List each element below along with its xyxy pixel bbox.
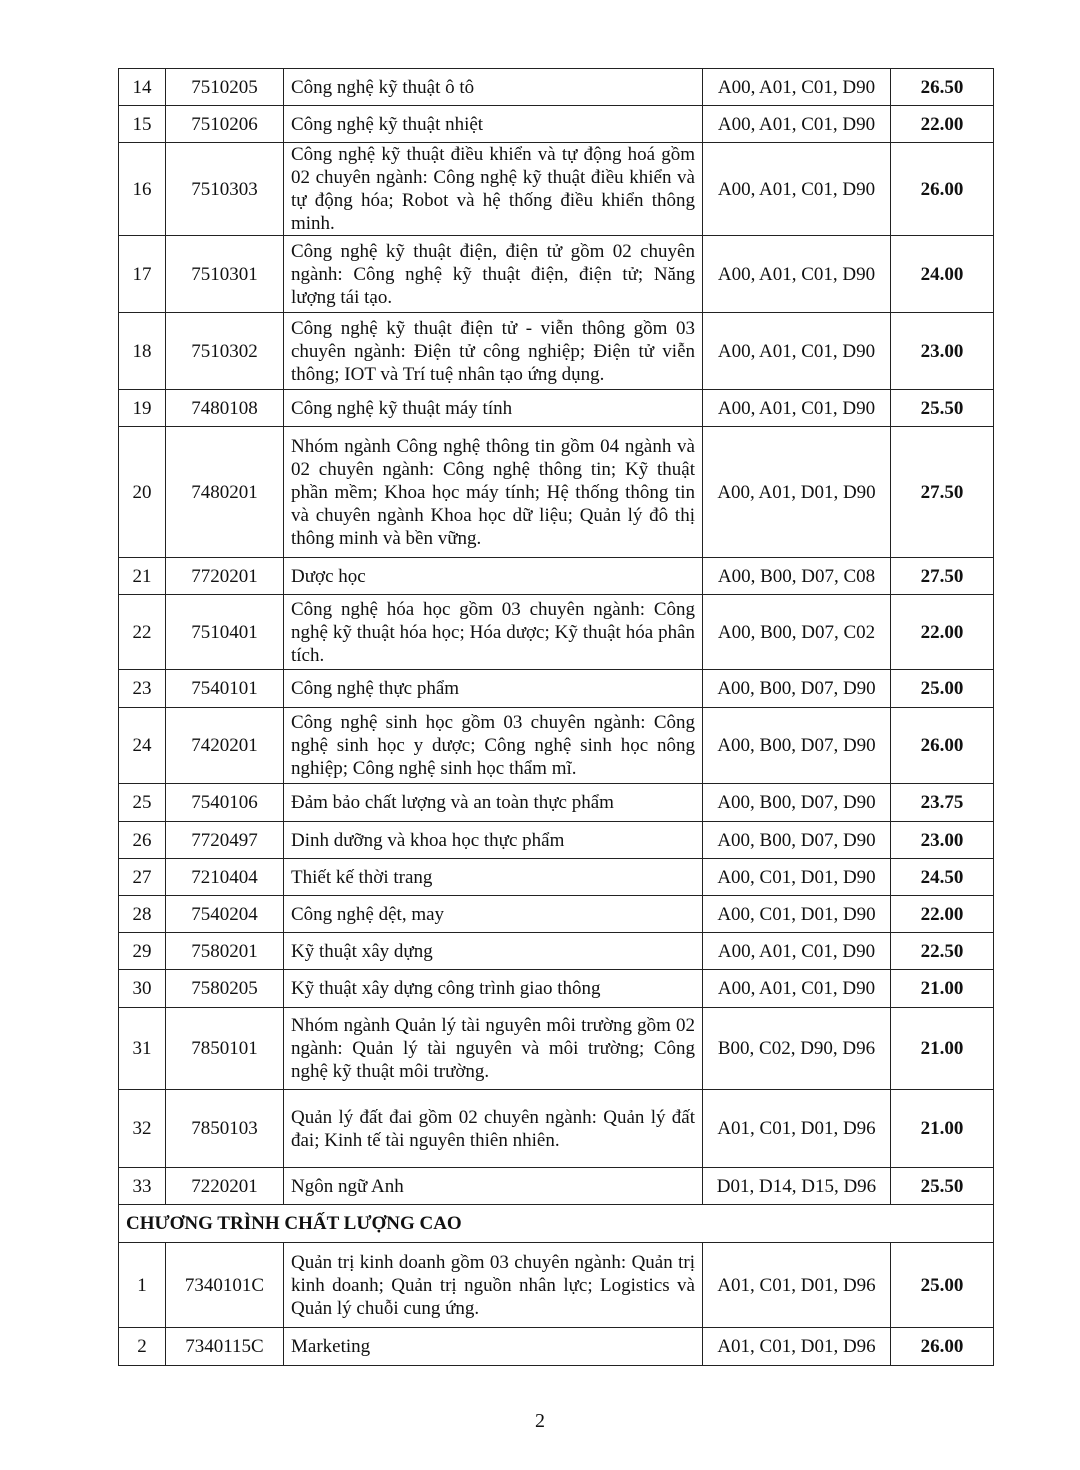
cutoff-score: 23.75 <box>891 784 994 822</box>
subject-combination: B00, C02, D90, D96 <box>703 1008 891 1090</box>
subject-combination: A00, B00, D07, D90 <box>703 708 891 784</box>
major-name: Công nghệ kỹ thuật điều khiển và tự động hoá gồm 02 chuyên ngành: Công nghệ kỹ thuật điều khiển và tự động hóa; Robot và hệ thống điều khiển thông minh. <box>284 143 703 236</box>
row-number: 25 <box>119 784 166 822</box>
row-number: 14 <box>119 69 166 106</box>
major-name: Đảm bảo chất lượng và an toàn thực phẩm <box>284 784 703 822</box>
cutoff-score: 25.50 <box>891 390 994 427</box>
table-row <box>119 390 994 427</box>
row-number: 24 <box>119 708 166 784</box>
row-number: 31 <box>119 1008 166 1090</box>
row-number: 26 <box>119 822 166 859</box>
subject-combination: A00, A01, C01, D90 <box>703 390 891 427</box>
cutoff-score: 22.00 <box>891 896 994 933</box>
subject-combination: A00, B00, D07, D90 <box>703 670 891 708</box>
cutoff-score: 24.00 <box>891 236 994 313</box>
major-name: Công nghệ kỹ thuật điện, điện tử gồm 02 chuyên ngành: Công nghệ kỹ thuật điện, điện tử; Năng lượng tái tạo. <box>284 236 703 313</box>
major-code: 7510303 <box>166 143 284 236</box>
section-header-row <box>119 1205 994 1243</box>
major-code: 7540106 <box>166 784 284 822</box>
cutoff-score: 23.00 <box>891 313 994 390</box>
major-code: 7540204 <box>166 896 284 933</box>
table-row <box>119 1008 994 1090</box>
row-number: 23 <box>119 670 166 708</box>
cutoff-score: 22.50 <box>891 933 994 970</box>
table-row <box>119 313 994 390</box>
row-number: 29 <box>119 933 166 970</box>
row-number: 17 <box>119 236 166 313</box>
row-number: 27 <box>119 859 166 896</box>
subject-combination: A00, C01, D01, D90 <box>703 896 891 933</box>
major-name: Ngôn ngữ Anh <box>284 1168 703 1205</box>
cutoff-score: 21.00 <box>891 1090 994 1168</box>
row-number: 33 <box>119 1168 166 1205</box>
major-name: Kỹ thuật xây dựng công trình giao thông <box>284 970 703 1008</box>
row-number: 18 <box>119 313 166 390</box>
major-name: Công nghệ kỹ thuật máy tính <box>284 390 703 427</box>
cutoff-score: 24.50 <box>891 859 994 896</box>
major-code: 7510206 <box>166 106 284 143</box>
table-row <box>119 933 994 970</box>
subject-combination: A01, C01, D01, D96 <box>703 1328 891 1366</box>
major-name: Dinh dưỡng và khoa học thực phẩm <box>284 822 703 859</box>
table-row <box>119 1090 994 1168</box>
row-number: 2 <box>119 1328 166 1366</box>
table-row <box>119 427 994 558</box>
row-number: 1 <box>119 1243 166 1328</box>
subject-combination: A00, C01, D01, D90 <box>703 859 891 896</box>
table-row <box>119 236 994 313</box>
row-number: 30 <box>119 970 166 1008</box>
major-code: 7720201 <box>166 558 284 595</box>
major-code: 7420201 <box>166 708 284 784</box>
row-number: 19 <box>119 390 166 427</box>
major-code: 7720497 <box>166 822 284 859</box>
major-code: 7210404 <box>166 859 284 896</box>
major-code: 7540101 <box>166 670 284 708</box>
subject-combination: A00, A01, C01, D90 <box>703 69 891 106</box>
major-code: 7510302 <box>166 313 284 390</box>
section-title: CHƯƠNG TRÌNH CHẤT LƯỢNG CAO <box>119 1205 994 1243</box>
major-code: 7850103 <box>166 1090 284 1168</box>
major-name: Công nghệ kỹ thuật nhiệt <box>284 106 703 143</box>
cutoff-score: 25.00 <box>891 1243 994 1328</box>
table-row <box>119 595 994 670</box>
major-code: 7340115C <box>166 1328 284 1366</box>
subject-combination: A00, B00, D07, C08 <box>703 558 891 595</box>
admission-scores-table <box>118 68 994 1366</box>
table-row <box>119 1168 994 1205</box>
cutoff-score: 21.00 <box>891 970 994 1008</box>
major-name: Kỹ thuật xây dựng <box>284 933 703 970</box>
subject-combination: A00, A01, C01, D90 <box>703 143 891 236</box>
major-name: Công nghệ thực phẩm <box>284 670 703 708</box>
table-row <box>119 708 994 784</box>
subject-combination: A00, A01, C01, D90 <box>703 933 891 970</box>
row-number: 22 <box>119 595 166 670</box>
table-row <box>119 69 994 106</box>
major-code: 7580201 <box>166 933 284 970</box>
subject-combination: A01, C01, D01, D96 <box>703 1090 891 1168</box>
subject-combination: A00, A01, C01, D90 <box>703 970 891 1008</box>
table-row <box>119 859 994 896</box>
major-name: Công nghệ kỹ thuật ô tô <box>284 69 703 106</box>
cutoff-score: 23.00 <box>891 822 994 859</box>
cutoff-score: 22.00 <box>891 106 994 143</box>
subject-combination: A01, C01, D01, D96 <box>703 1243 891 1328</box>
subject-combination: A00, A01, D01, D90 <box>703 427 891 558</box>
major-code: 7480108 <box>166 390 284 427</box>
row-number: 32 <box>119 1090 166 1168</box>
cutoff-score: 26.00 <box>891 1328 994 1366</box>
major-name: Thiết kế thời trang <box>284 859 703 896</box>
major-name: Công nghệ hóa học gồm 03 chuyên ngành: Công nghệ kỹ thuật hóa học; Hóa dược; Kỹ thuật hóa phân tích. <box>284 595 703 670</box>
major-name: Công nghệ kỹ thuật điện tử - viễn thông gồm 03 chuyên ngành: Điện tử công nghiệp; Điện tử viễn thông; IOT và Trí tuệ nhân tạo ứng dụng. <box>284 313 703 390</box>
major-name: Quản lý đất đai gồm 02 chuyên ngành: Quản lý đất đai; Kinh tế tài nguyên thiên nhiên. <box>284 1090 703 1168</box>
row-number: 20 <box>119 427 166 558</box>
table-row <box>119 558 994 595</box>
subject-combination: A00, A01, C01, D90 <box>703 313 891 390</box>
table-row <box>119 822 994 859</box>
table-row <box>119 1243 994 1328</box>
table-row <box>119 670 994 708</box>
cutoff-score: 25.50 <box>891 1168 994 1205</box>
major-code: 7510301 <box>166 236 284 313</box>
cutoff-score: 26.50 <box>891 69 994 106</box>
cutoff-score: 26.00 <box>891 143 994 236</box>
cutoff-score: 25.00 <box>891 670 994 708</box>
page-number: 2 <box>535 1410 545 1432</box>
cutoff-score: 27.50 <box>891 558 994 595</box>
row-number: 28 <box>119 896 166 933</box>
table-row <box>119 1328 994 1366</box>
subject-combination: D01, D14, D15, D96 <box>703 1168 891 1205</box>
cutoff-score: 26.00 <box>891 708 994 784</box>
row-number: 15 <box>119 106 166 143</box>
subject-combination: A00, B00, D07, D90 <box>703 822 891 859</box>
table-row <box>119 970 994 1008</box>
row-number: 21 <box>119 558 166 595</box>
table-row <box>119 106 994 143</box>
major-name: Công nghệ sinh học gồm 03 chuyên ngành: Công nghệ sinh học y dược; Công nghệ sinh học nông nghiệp; Công nghệ sinh học thẩm mĩ. <box>284 708 703 784</box>
major-name: Marketing <box>284 1328 703 1366</box>
major-name: Dược học <box>284 558 703 595</box>
major-code: 7580205 <box>166 970 284 1008</box>
subject-combination: A00, A01, C01, D90 <box>703 106 891 143</box>
cutoff-score: 21.00 <box>891 1008 994 1090</box>
table-row <box>119 896 994 933</box>
major-code: 7850101 <box>166 1008 284 1090</box>
major-code: 7220201 <box>166 1168 284 1205</box>
major-name: Nhóm ngành Công nghệ thông tin gồm 04 ngành và 02 chuyên ngành: Công nghệ thông tin; Kỹ thuật phần mềm; Khoa học máy tính; Hệ thống thông tin và chuyên ngành Khoa học dữ liệu; Quản lý đô thị thông minh và bền vững. <box>284 427 703 558</box>
major-code: 7340101C <box>166 1243 284 1328</box>
major-name: Công nghệ dệt, may <box>284 896 703 933</box>
cutoff-score: 22.00 <box>891 595 994 670</box>
subject-combination: A00, B00, D07, D90 <box>703 784 891 822</box>
cutoff-score: 27.50 <box>891 427 994 558</box>
major-code: 7510205 <box>166 69 284 106</box>
subject-combination: A00, A01, C01, D90 <box>703 236 891 313</box>
major-code: 7510401 <box>166 595 284 670</box>
major-code: 7480201 <box>166 427 284 558</box>
table-row <box>119 784 994 822</box>
subject-combination: A00, B00, D07, C02 <box>703 595 891 670</box>
table-row <box>119 143 994 236</box>
row-number: 16 <box>119 143 166 236</box>
major-name: Quản trị kinh doanh gồm 03 chuyên ngành: Quản trị kinh doanh; Quản trị nguồn nhân lực; Logistics và Quản lý chuỗi cung ứng. <box>284 1243 703 1328</box>
major-name: Nhóm ngành Quản lý tài nguyên môi trường gồm 02 ngành: Quản lý tài nguyên và môi trường; Công nghệ kỹ thuật môi trường. <box>284 1008 703 1090</box>
